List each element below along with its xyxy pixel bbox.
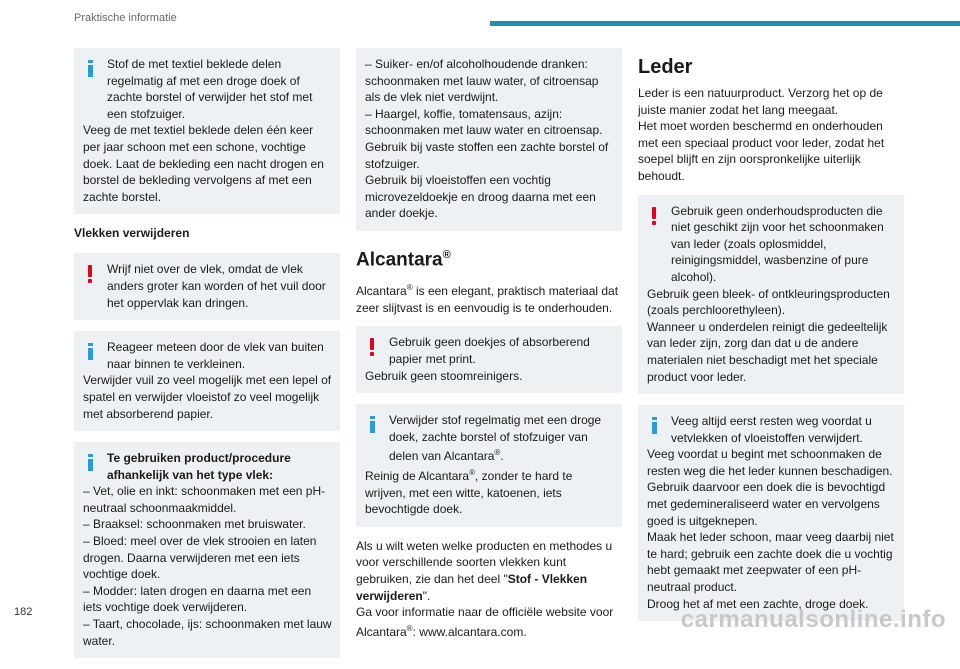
info-box-products: [74, 442, 340, 658]
warning-icon: [86, 265, 94, 283]
column-2: [356, 48, 622, 650]
column-1: [74, 48, 340, 669]
watermark: carmanualsonline.info: [680, 606, 946, 633]
list-item: – Haargel, koffie, tomatensaus, azijn: schoonmaken met lauw water en citroensap.: [365, 106, 603, 138]
section-heading-leder: Leder: [638, 56, 693, 78]
info-text: Veeg de met textiel beklede delen één keer per jaar schoon met een schone, vochtige doek. Laat de bekleding een nacht drogen en borstel de bekleding vervolgens af met een zachte borstel.: [83, 123, 324, 204]
info-text: Gebruik daarvoor een doek die is bevochtigd met gedemineraliseerd water en vervolgens goed is uitgeknepen.: [647, 480, 886, 528]
info-text: Veeg altijd eerst resten weg voordat u vetvlekken of vloeistoffen verwijdert.: [671, 414, 872, 445]
info-text: Stof de met textiel beklede delen regelmatig af met een droge doek of zachte borstel of verwijder het stof met een stofzuiger.: [107, 57, 313, 121]
info-icon: [86, 454, 94, 472]
info-icon: [650, 417, 658, 435]
warning-box-leder: [638, 195, 904, 395]
section-heading-alcantara: Alcantara®: [356, 248, 451, 271]
info-box-textile: [74, 48, 340, 214]
alcantara-intro: Alcantara® is een elegant, praktisch materiaal dat zeer slijtvast is en eenvoudig is te onderhouden.: [356, 283, 619, 315]
warning-text: Gebruik geen stoomreinigers.: [365, 368, 523, 383]
warning-icon: [650, 207, 658, 225]
list-item: – Taart, chocolade, ijs: schoonmaken met lauw water.: [83, 617, 332, 648]
info-text: Droog het af met een zachte, droge doek.: [647, 596, 869, 611]
info-icon: [86, 60, 94, 78]
column-3: [638, 48, 904, 632]
info-box-alcantara: [356, 404, 622, 527]
list-item: – Braaksel: schoonmaken met bruiswater.: [83, 517, 306, 532]
warning-box-alcantara: [356, 326, 622, 393]
leder-intro: Leder is een natuurproduct. Verzorg het op de juiste manier zodat het lang meegaat.: [638, 86, 883, 117]
warning-text: Wrijf niet over de vlek, omdat de vlek anders groter kan worden of het vuil door het oppervlak kan dringen.: [107, 262, 326, 310]
list-item: Gebruik bij vloeistoffen een vochtig microvezeldoekje en droog daarna met een ander doekje.: [365, 173, 596, 221]
info-box-react: [74, 331, 340, 431]
info-box-leder: [638, 405, 904, 621]
info-heading: Te gebruiken product/procedure afhankelijk van het type vlek:: [107, 451, 291, 482]
header-title: Praktische informatie: [74, 12, 177, 24]
warning-box-rub: [74, 253, 340, 320]
warning-text: Gebruik geen doekjes of absorberend papier met print.: [389, 335, 590, 367]
list-item: – Vet, olie en inkt: schoonmaken met een pH-neutraal schoonmaakmiddel.: [83, 484, 326, 515]
warning-icon: [368, 338, 376, 356]
info-text: Reinig de Alcantara®, zonder te hard te wrijven, met een witte, katoenen, iets bevochtigde doek.: [365, 468, 573, 517]
section-heading-stains: Vlekken verwijderen: [74, 226, 190, 241]
warning-text: Gebruik geen bleek- of ontkleuringsproducten (zoals perchloorethyleen).: [647, 286, 890, 318]
list-item: – Modder: laten drogen en daarna met een iets vochtige doek verwijderen.: [83, 583, 312, 615]
warning-text: Wanneer u onderdelen reinigt die gedeeltelijk van leder zijn, zorg dan dat u de andere materialen niet beschadigt met het speciale product voor leder.: [647, 319, 888, 384]
page-number: 182: [14, 606, 33, 618]
info-text: Maak het leder schoon, maar veeg daarbij niet te hard; gebruik een zachte doek die u vochtig hebt gemaakt met zeepwater of een pH-neutraal product.: [647, 530, 894, 595]
info-text: Reageer meteen door de vlek van buiten naar binnen te verkleinen.: [107, 340, 324, 371]
list-item: Gebruik bij vaste stoffen een zachte borstel of stofzuiger.: [365, 139, 609, 171]
list-item: – Bloed: meel over de vlek strooien en laten drogen. Daarna verwijderen met een iets vochtige doek.: [83, 534, 317, 582]
info-text: Verwijder stof regelmatig met een droge doek, zachte borstel of stofzuiger van delen van Alcantara®.: [389, 413, 602, 464]
info-text: Veeg voordat u begint met schoonmaken de resten weg die het leder kunnen beschadigen.: [647, 447, 893, 478]
info-text: Verwijder vuil zo veel mogelijk met een lepel of spatel en verwijder vloeistof zo veel mogelijk met absorberend papier.: [83, 373, 332, 421]
header-accent-bar: [490, 21, 960, 26]
warning-text: Gebruik geen onderhoudsproducten die niet geschikt zijn voor het schoonmaken van leder (zoals oplosmiddel, reinigingsmiddel, wasbenzine of pure alcohol).: [671, 203, 884, 284]
info-icon: [86, 343, 94, 361]
alcantara-outro: Als u wilt weten welke producten en methodes u voor verschillende soorten vlekken kunt gebruiken, zie dan het deel "Stof - Vlekken verwijderen". Ga voor informatie naar de officiële website voor Alcantara®: www.alcantara.com.: [356, 538, 614, 639]
info-icon: [368, 416, 376, 434]
leder-intro: Het moet worden beschermd en onderhouden met een speciaal product voor leder, zodat het soepel blijft en zijn oorspronkelijke uiterlijk behoudt.: [638, 119, 885, 183]
list-item: – Suiker- en/of alcoholhoudende dranken: schoonmaken met lauw water, of citroensap als de vlek niet verdwijnt.: [365, 57, 599, 105]
continued-box: [356, 48, 622, 231]
